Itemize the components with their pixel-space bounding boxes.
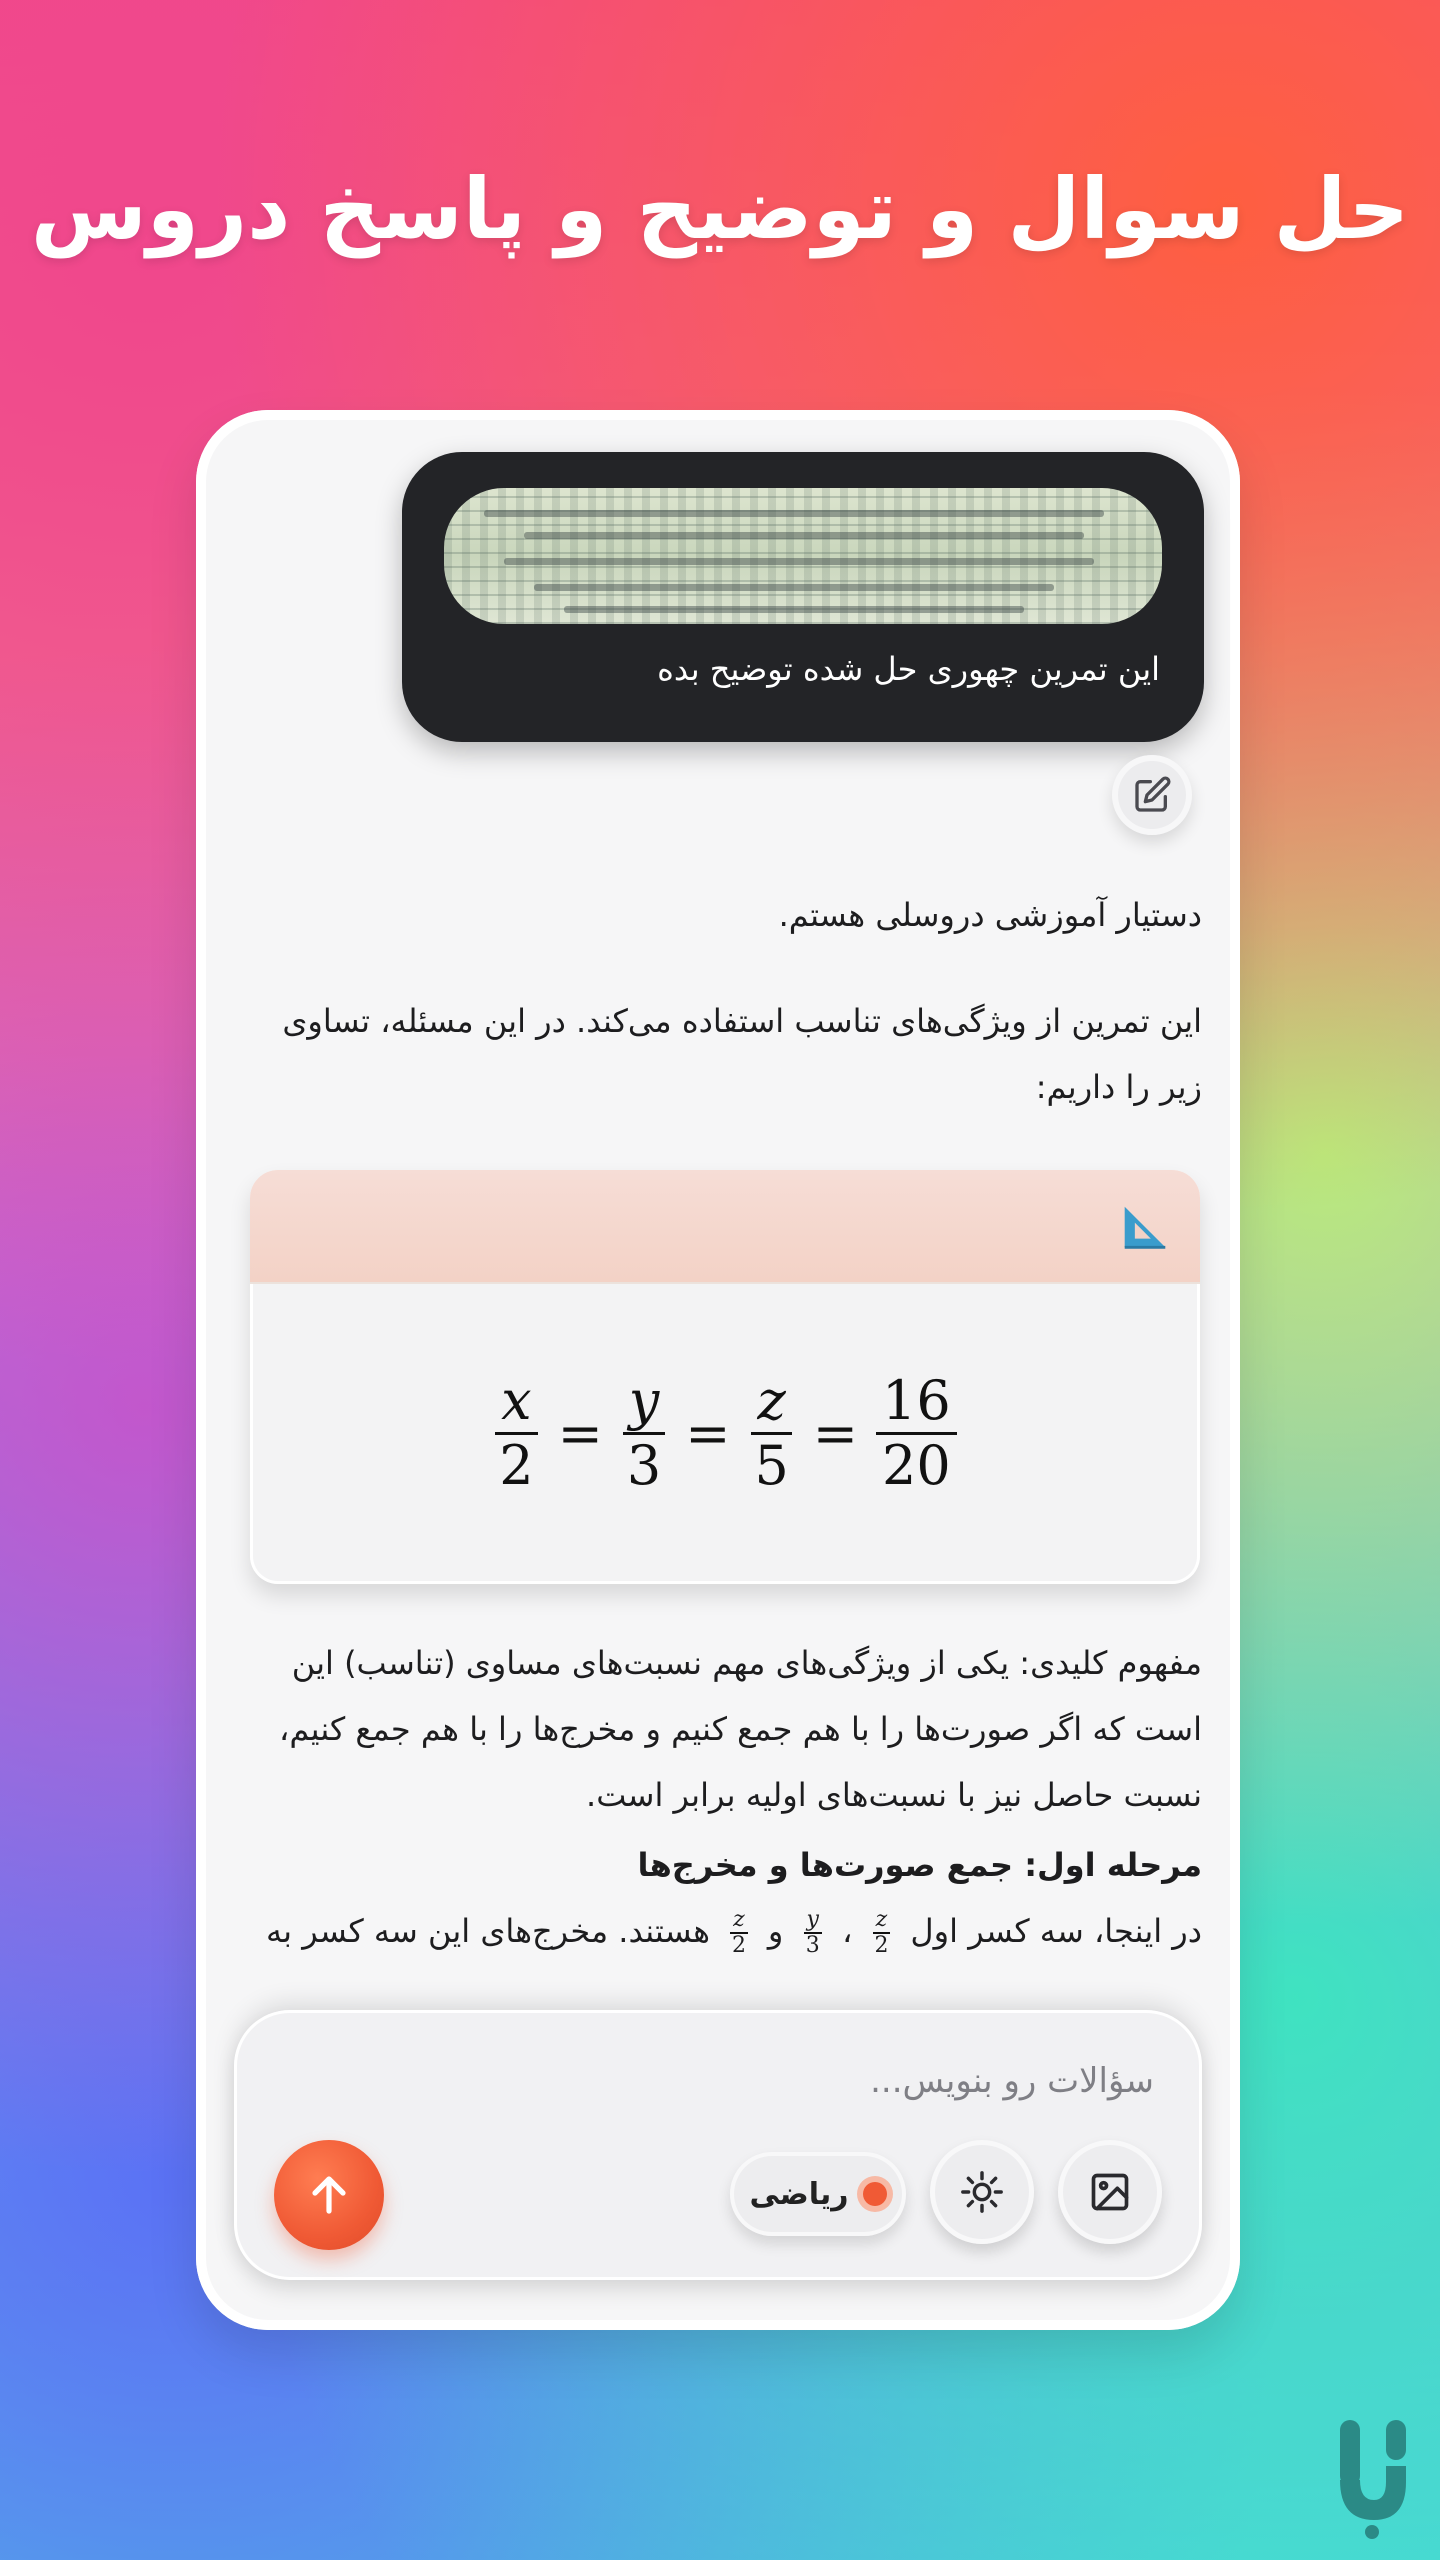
image-icon [1088,2170,1132,2214]
subject-dot-icon [863,2182,887,2206]
send-button[interactable] [274,2140,384,2250]
equals-sign: = [812,1401,859,1465]
inline-fraction: $\frac{z}{2}$ [874,1907,889,1958]
equals-sign: = [685,1401,731,1465]
fraction-z-over-5: $\frac{z}{5}$ [748,1370,794,1497]
attached-photo[interactable] [444,488,1162,624]
message-composer [234,2010,1202,2280]
formula-card-header [250,1170,1200,1284]
key-concept: مفهوم کلیدی: یکی از ویژگی‌های مهم نسبت‌های مساوی (تناسب) این است که اگر صورت‌ها را با هم جمع کنیم و مخرج‌ها را با هم جمع کنیم، نسبت حاصل نیز با نسبت‌های اولیه برابر است. [279,1644,1202,1814]
step1-title: مرحله اول: جمع صورت‌ها و مخرج‌ها [637,1846,1202,1884]
formula [250,1282,1200,1584]
formula-card [250,1170,1200,1584]
store-logo-icon [1326,2410,1426,2540]
assistant-explanation: این تمرین از ویژگی‌های تناسب استفاده می‌کند. در این مسئله، تساوی زیر را داریم: [282,1002,1202,1106]
triangle-ruler-icon [1116,1198,1174,1256]
edit-icon [1132,775,1172,815]
arrow-up-icon [305,2171,353,2219]
question-input[interactable] [452,2050,1156,2112]
sun-icon [959,2169,1005,2215]
settings-button[interactable] [930,2140,1034,2244]
user-message-bubble [402,452,1204,742]
inline-fraction: $\frac{z}{2}$ [731,1907,746,1958]
page-headline: حل سوال و توضیح و پاسخ دروس [30,160,1410,258]
fraction-16-over-20: $\frac{16}{20}$ [876,1370,957,1497]
equals-sign: = [557,1401,603,1465]
subject-chip-math[interactable] [730,2152,906,2236]
edit-message-button[interactable] [1112,755,1192,835]
fraction-x-over-2: $\frac{x}{2}$ [493,1370,539,1497]
inline-fraction: $\frac{y}{3}$ [804,1908,822,1958]
subject-chip-label: ریاضی [749,2176,849,2212]
attach-image-button[interactable] [1058,2140,1162,2244]
phone-frame [196,410,1240,2330]
assistant-intro: دستیار آموزشی دروسلی هستم. [778,896,1202,934]
fraction-y-over-3: $\frac{y}{3}$ [621,1370,667,1497]
step1-text: در اینجا، سه کسر اول $\frac{z}{2}$ ، $\frac{y}{3}$ و $\frac{z}{2}$ هستند. مخرج‌های این سه کسر به [266,1907,1202,1958]
user-message-text: این تمرین چهوری حل شده توضیح بده [657,650,1160,688]
